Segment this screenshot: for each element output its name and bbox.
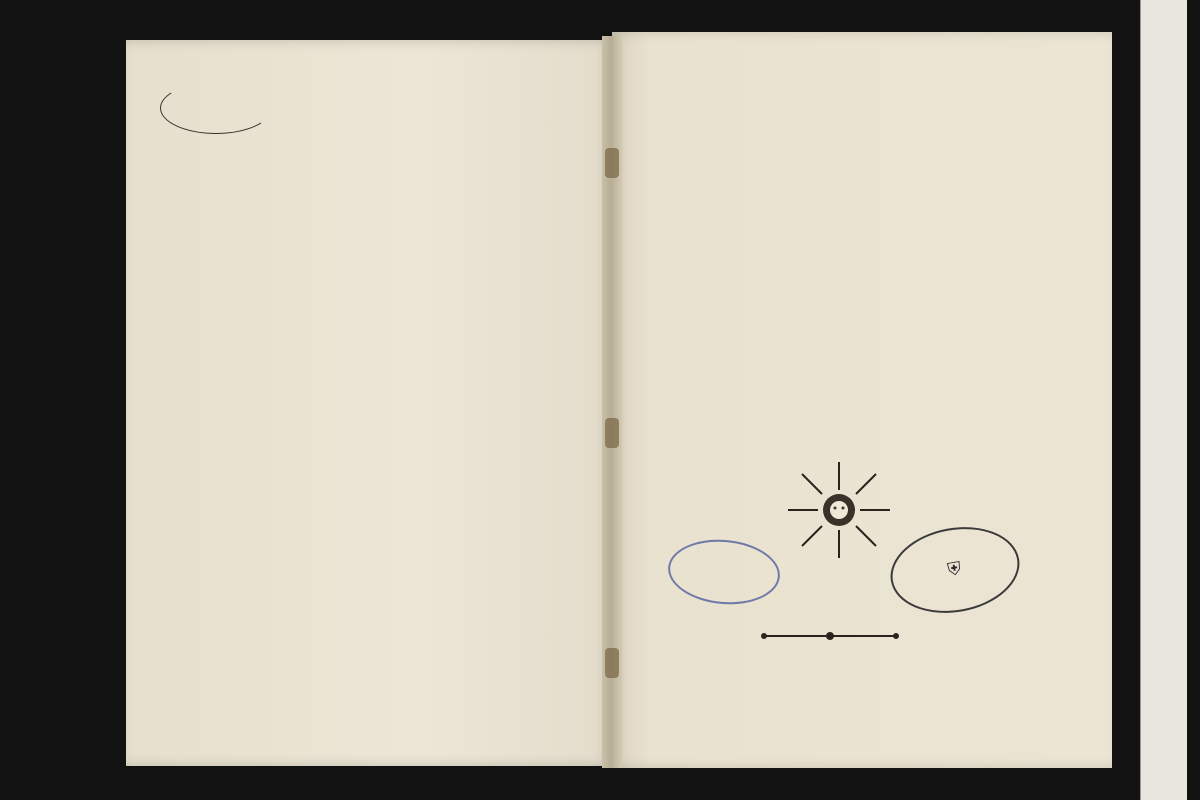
coat-of-arms-icon: ⛨: [945, 557, 964, 582]
binding-stitch: [605, 418, 619, 448]
decorative-rule: [758, 630, 902, 642]
binding-stitch: [605, 648, 619, 678]
measurement-ruler: [1140, 0, 1187, 800]
sun-ornament-icon: [786, 460, 892, 560]
binding-stitch: [605, 148, 619, 178]
catalog-number-circle: [160, 82, 272, 134]
right-page: [612, 32, 1112, 768]
upside-down-body-text: [210, 172, 570, 747]
